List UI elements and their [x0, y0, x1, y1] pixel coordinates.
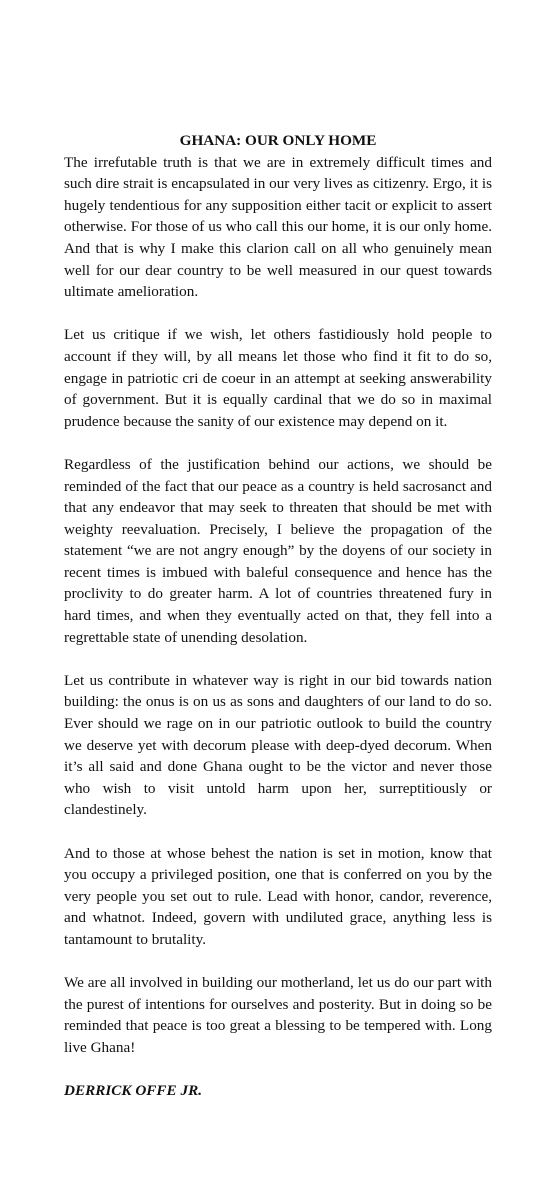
paragraph-6: We are all involved in building our motherland, let us do our part with the purest of intentions for ourselves and posterity. But in doing so be reminded that peace is too great a blessing to be tempered with. Long live Ghana!: [64, 974, 492, 1056]
author-signature: DERRICK OFFE JR.: [64, 1082, 203, 1100]
paragraph-5: And to those at whose behest the nation is set in motion, know that you occupy a privileged position, one that is conferred on you by the very people you set out to rule. Lead with honor, candor, reverence, and whatnot. Indeed, govern with undiluted grace, anything less is tantamount to brutality.: [64, 844, 492, 948]
article-title: GHANA: OUR ONLY HOME: [179, 132, 377, 149]
paragraph-3: Regardless of the justification behind our actions, we should be reminded of the fact that our peace as a country is held sacrosanct and that any endeavor that may seek to threaten that should be met with weighty reevaluation. Precisely, I believe the propagation of the statement “we are not angry enough” by the doyens of our society in recent times is imbued with baleful consequence and hence has the proclivity to do greater harm. A lot of countries threatened fury in hard times, and when they eventually acted on that, they fell into a regrettable state of unending desolation.: [64, 455, 492, 646]
paragraph-4: Let us contribute in whatever way is right in our bid towards nation building: the onus is on us as sons and daughters of our land to do so. Ever should we rage on in our patriotic outlook to build the country we deserve yet with decorum please with deep-dyed decorum. When it’s all said and done Ghana ought to be the victor and never those who wish to visit untold harm upon her, surreptitiously or clandestinely.: [64, 671, 492, 819]
article: [64, 130, 492, 1102]
paragraph-2: Let us critique if we wish, let others fastidiously hold people to account if they will, by all means let those who find it fit to do so, engage in patriotic cri de coeur in an attempt at seeking answerability of government. But it is equally cardinal that we do so in maximal prudence because the sanity of our existence may depend on it.: [64, 326, 492, 430]
paragraph-1: The irrefutable truth is that we are in extremely difficult times and such dire strait is encapsulated in our very lives as citizenry. Ergo, it is hugely tendentious for any supposition either tacit or explicit to assert otherwise. For those of us who call this our home, it is our only home. And that is why I make this clarion call on all who genuinely mean well for our dear country to be well measured in our quest towards ultimate amelioration.: [64, 153, 492, 301]
